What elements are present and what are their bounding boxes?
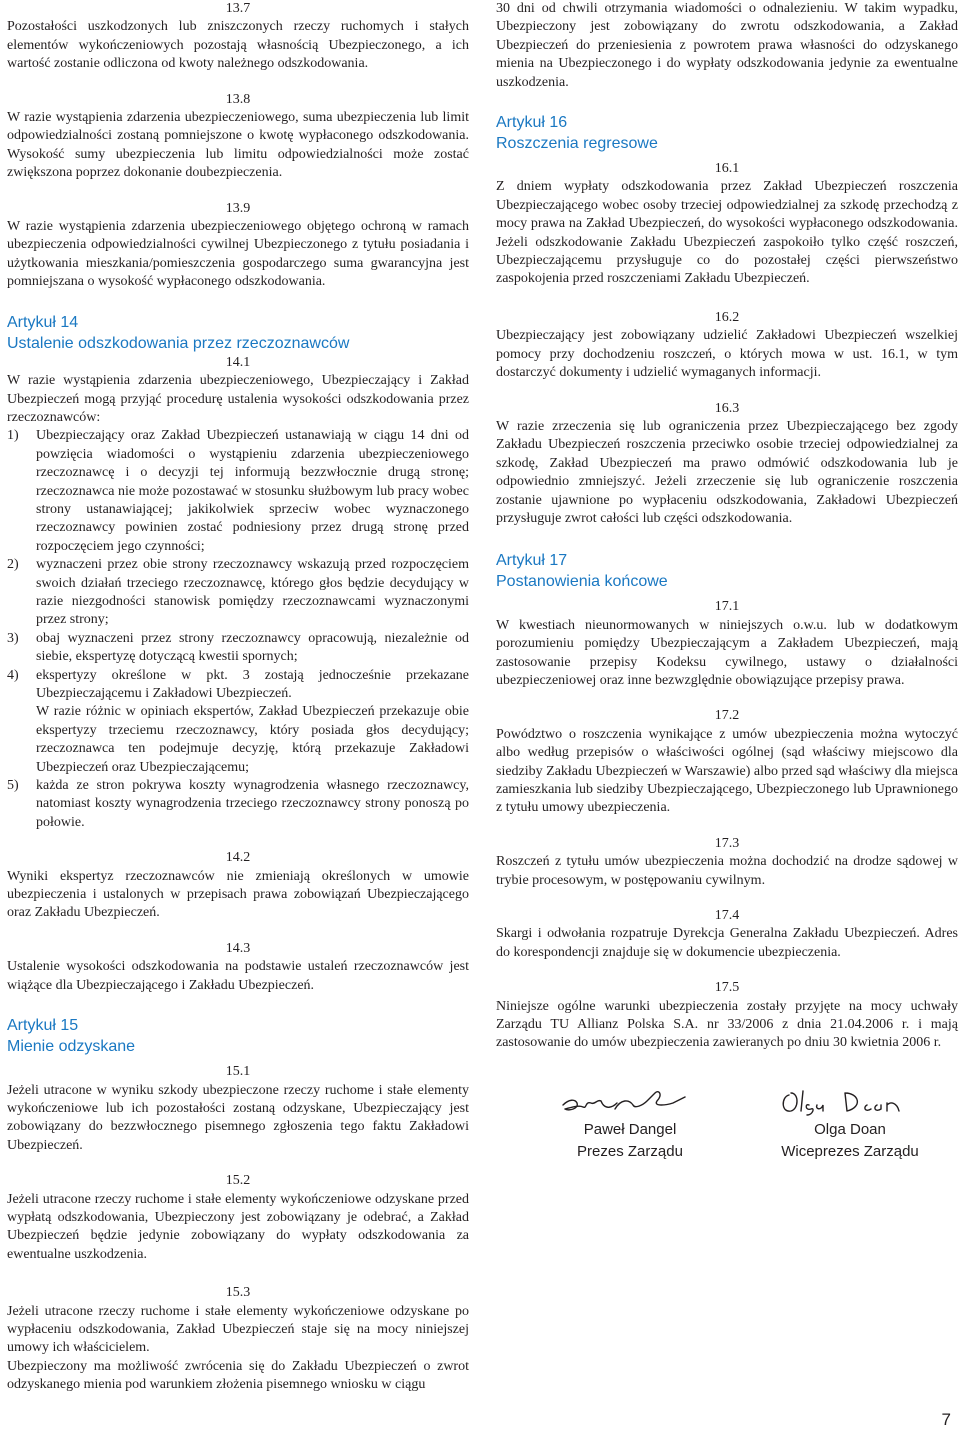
section-text-continued: Ubezpieczony ma możliwość zwrócenia się do Zakładu Ubezpieczeń o zwrot odzyskanego mienia pod warunkiem złożenia pisemnego wniosku w ciągu: [7, 1358, 469, 1393]
section-number: 16.1: [714, 161, 740, 177]
signer-role: Prezes Zarządu: [577, 1143, 683, 1160]
section-number: 14.1: [225, 354, 251, 370]
section-text: Ustalenie wysokości odszkodowania na podstawie ustaleń rzeczoznawców jest wiążące dla Ubezpieczającego i Zakładu Ubezpieczeń.: [7, 959, 469, 993]
signature-block-president: [530, 1085, 730, 1163]
section-15-3: [7, 1284, 469, 1394]
signer-role: Wiceprezes Zarządu: [781, 1143, 919, 1160]
section-text: W razie wystąpienia zdarzenia ubezpieczeniowego objętego ochroną w ramach ubezpieczenia odpowiedzialności cywilnej Ubezpieczonego z tytułu posiadania i użytkowania mieszkania/pomieszczenia gospodarczego suma gwarancyjna jest pomniejszana o wysokość wypłaconego odszkodowania.: [7, 219, 469, 290]
section-17-2: [496, 707, 958, 817]
section-text: W razie wystąpienia zdarzenia ubezpieczeniowego, suma ubezpieczenia lub limit odpowiedzialności zostaną pomniejszone o kwotę wypłaconego odszkodowania. Wysokość sumy ubezpieczenia lub limitu odpowiedzialności może zostać zwiększona poprzez dokonanie doubezpieczenia.: [7, 110, 469, 181]
section-17-3: [496, 835, 958, 890]
section-number: 17.2: [714, 708, 740, 724]
section-16-2: [496, 309, 958, 383]
section-number: 17.1: [714, 599, 740, 615]
section-number: 15.1: [225, 1064, 251, 1080]
section-number: 15.2: [225, 1173, 251, 1189]
list-item: [7, 777, 469, 832]
section-16-1: [496, 160, 958, 289]
section-text: Niniejsze ogólne warunki ubezpieczenia zostały przyjęte na mocy uchwały Zarządu TU Allianz Polska S.A. nr 33/2006 z dnia 21.04.2006 r. i mają zastosowanie do umów ubezpieczenia zawieranych po dniu 30 kwietnia 2006 r.: [496, 998, 958, 1051]
list-item: [7, 427, 469, 556]
section-text: Z dniem wypłaty odszkodowania przez Zakład Ubezpieczeń roszczenia Ubezpieczającego wobec osoby trzeciej odpowiedzialnej za szkodę przechodzą z mocy prawa na Zakład Ubezpieczeń, do wysokości wypłaconego odszkodowania. Jeżeli odszkodowanie Zakładu Ubezpieczeń zaspokoiło tylko część roszczeń, Ubezpieczającemu przysługuje co do pozostałej części pierwszeństwo zaspokojenia przed roszczeniami Zakładu Ubezpieczeń.: [496, 179, 958, 287]
list-item: [7, 556, 469, 630]
page-number: 7: [941, 1410, 951, 1429]
list-item-text: obaj wyznaczeni przez strony rzeczoznawcy opracowują, niezależnie od siebie, ekspertyzę dotyczącą kwestii spornych;: [36, 630, 469, 665]
section-13-7: [7, 0, 469, 74]
right-column: [496, 0, 958, 1053]
section-number: 13.9: [225, 200, 251, 216]
article-title: Artykuł 15: [7, 1017, 79, 1035]
section-text: Wyniki ekspertyz rzeczoznawców nie zmieniają określonych w umowie ubezpieczenia i ustalonych w przepisach prawa zobowiązań Ubezpieczającego oraz Zakładu Ubezpieczeń.: [7, 868, 469, 921]
procedure-list: [7, 427, 469, 832]
section-13-9: [7, 200, 469, 292]
article-title: Artykuł 16: [496, 114, 568, 132]
article-14: [7, 312, 469, 995]
section-text: Roszczeń z tytułu umów ubezpieczenia można dochodzić na drodze sądowej w trybie procesowym, w postępowaniu cywilnym.: [496, 854, 958, 888]
section-14-2: [7, 849, 469, 923]
article-15: [7, 1015, 469, 1395]
signature-block-vice-president: [750, 1085, 950, 1163]
signer-name: Paweł Dangel: [583, 1121, 677, 1138]
left-column: [7, 0, 469, 1395]
handwritten-signature-icon: [775, 1085, 925, 1119]
section-text: W razie zrzeczenia się lub ograniczenia przez Ubezpieczającego bez zgody Zakładu Ubezpieczeń roszczenia przeciwko osobie trzeciej odpowiedzialnej za szkodę, Zakład Ubezpieczeń ma prawo odmówić odszkodowania lub je odpowiednio zmniejszyć. Jeżeli zrzeczenie się lub ograniczenie roszczenia zostanie ujawnione po wypłaceniu odszkodowania, Zakładowi Ubezpieczeń przysługuje zwrot całości lub części odszkodowania.: [496, 418, 958, 526]
section-17-4: [496, 907, 958, 962]
section-17-5: [496, 979, 958, 1053]
section-15-1: [7, 1063, 469, 1155]
section-text: Skargi i odwołania rozpatruje Dyrekcja Generalna Zakładu Ubezpieczeń. Adres do korespondencji znajduje się w dokumencie ubezpieczenia.: [496, 926, 958, 960]
list-marker: 4): [7, 667, 19, 683]
section-text: Jeżeli utracone w wyniku szkody ubezpieczone rzeczy ruchome i stałe elementy wykończeniowe lub ich pozostałości zostaną odzyskane, Ubezpieczający jest zobowiązany do bezzwłocznego pisemnego zgłoszenia tego faktu Zakładowi Ubezpieczeń.: [7, 1082, 469, 1153]
signer-name: Olga Doan: [814, 1121, 886, 1138]
article-16: [496, 112, 958, 528]
section-number: 17.3: [714, 835, 740, 851]
section-number: 17.4: [714, 908, 740, 924]
section-text: Powództwo o roszczenia wynikające z umów ubezpieczenia można wytoczyć albo według przepisów o właściwości ogólnej (sąd właściwy miejscowo dla siedziby Zakładu Ubezpieczeń w Warszawie) albo przed sąd właściwy dla miejsca zamieszkania lub siedziby Ubezpieczającego, Ubezpieczonego lub Uprawnionego z tytułu umowy ubezpieczenia.: [496, 726, 958, 816]
section-text: Jeżeli utracone rzeczy ruchome i stałe elementy wykończeniowe odzyskane po wypłaceniu odszkodowania, Zakład Ubezpieczeń staje się na mocy niniejszej umowy ich właścicielem.: [7, 1303, 469, 1356]
article-subtitle: Ustalenie odszkodowania przez rzeczoznawców: [7, 334, 350, 352]
article-title: Artykuł 17: [496, 552, 568, 570]
section-text: Jeżeli utracone rzeczy ruchome i stałe elementy wykończeniowe odzyskane przed wypłatą odszkodowania, Ubezpieczony jest zobowiązany je odebrać, a Zakład Ubezpieczeń będzie jedynie zobowiązany do wypłaty odszkodowania za ewentualne uszkodzenia.: [7, 1191, 469, 1262]
list-marker: 5): [7, 778, 19, 794]
section-number: 13.8: [225, 91, 251, 107]
handwritten-signature-icon: [555, 1085, 705, 1119]
article-subtitle: Mienie odzyskane: [7, 1038, 136, 1056]
section-number: 16.2: [714, 309, 740, 325]
signatures: [530, 1085, 950, 1175]
list-item-extra-text: W razie różnic w opiniach ekspertów, Zakład Ubezpieczeń przekazuje obie ekspertyzy trzeciemu rzeczoznawcy, który posiada głos decydujący; rzeczoznawca ten podejmuje decyzję, którą przekazuje Zakładowi Ubezpieczeń oraz Ubezpieczającemu;: [36, 704, 469, 775]
list-item-text: wyznaczeni przez obie strony rzeczoznawcy wskazują przed rozpoczęciem swoich działań trzeciego rzeczoznawcę, którego głos będzie decydujący w razie niezgodności stanowisk pomiędzy rzeczoznawcami wyznaczonymi przez strony;: [36, 557, 469, 628]
list-marker: 1): [7, 428, 19, 444]
section-14-1: [7, 354, 469, 833]
list-item: [7, 667, 469, 777]
section-text: W razie wystąpienia zdarzenia ubezpieczeniowego, Ubezpieczający i Zakład Ubezpieczeń mogą przyjąć procedurę ustalenia wysokości odszkodowania przez rzeczoznawców:: [7, 373, 469, 425]
section-number: 13.7: [225, 1, 251, 16]
list-marker: 3): [7, 630, 19, 646]
list-item-text: każda ze stron pokrywa koszty wynagrodzenia własnego rzeczoznawcy, natomiast koszty wynagrodzenia trzeciego rzeczoznawcy strony ponoszą po połowie.: [36, 778, 469, 830]
section-number: 14.2: [225, 850, 251, 866]
list-item-text: ekspertyzy określone w pkt. 3 zostają jednocześnie przekazane Ubezpieczającemu i Zakładowi Ubezpieczeń.: [36, 667, 469, 701]
article-17: [496, 550, 958, 1053]
list-marker: 2): [7, 557, 19, 573]
section-15-2: [7, 1172, 469, 1264]
article-subtitle: Roszczenia regresowe: [496, 135, 658, 153]
section-14-3: [7, 940, 469, 995]
section-16-3: [496, 400, 958, 529]
section-text: Pozostałości uszkodzonych lub zniszczonych rzeczy ruchomych i stałych elementów wykończeniowych pozostają własnością Ubezpieczonego, a ich wartość zostanie odliczona od kwoty należnego odszkodowania.: [7, 19, 469, 72]
section-text: W kwestiach nieunormowanych w niniejszych o.w.u. lub w dodatkowym porozumieniu pomiędzy Ubezpieczającym a Zakładem Ubezpieczeń, mają zastosowanie przepisy Kodeksu cywilnego, ustawy o działalności ubezpieczeniowej oraz inne bezwzględnie obowiązujące przepisy prawa.: [496, 617, 958, 688]
list-item: [7, 630, 469, 667]
section-number: 17.5: [714, 980, 740, 996]
list-item-text: Ubezpieczający oraz Zakład Ubezpieczeń ustanawiają w ciągu 14 dni od powzięcia wiadomości o wystąpieniu zdarzenia ubezpieczeniowego rzeczoznawcę i o decyzji tej informują bezzwłocznie drugą stronę; rzeczoznawca nie może pozostawać w stosunku służbowym lub pracy wobec strony ustanawiającej; jakikolwiek sprzeciw wobec wyznaczonego rzeczoznawcy powinien zostać podniesiony przez drugą stronę przed rozpoczęciem jego czynności;: [36, 428, 469, 554]
section-number: 15.3: [225, 1285, 251, 1301]
article-title: Artykuł 14: [7, 313, 79, 331]
section-text: Ubezpieczający jest zobowiązany udzielić Zakładowi Ubezpieczeń wszelkiej pomocy przy dochodzeniu roszczeń, o których mowa w ust. 16.1, w tym dostarczyć dokumenty i udzielić wymaganych informacji.: [496, 328, 958, 381]
section-13-8: [7, 91, 469, 183]
section-number: 16.3: [714, 400, 740, 416]
article-subtitle: Postanowienia końcowe: [496, 573, 668, 591]
section-17-1: [496, 598, 958, 690]
section-number: 14.3: [225, 940, 251, 956]
section-15-3-continuation: 30 dni od chwili otrzymania wiadomości o odnalezieniu. W takim wypadku, Ubezpieczony jest zobowiązany do zwrotu odszkodowania, a Zakład Ubezpieczeń do przeniesienia z powrotem prawa własności do odzyskanego mienia na Ubezpieczonego i do wypłaty odszkodowania jedynie za ewentualne uszkodzenia.: [496, 1, 958, 90]
